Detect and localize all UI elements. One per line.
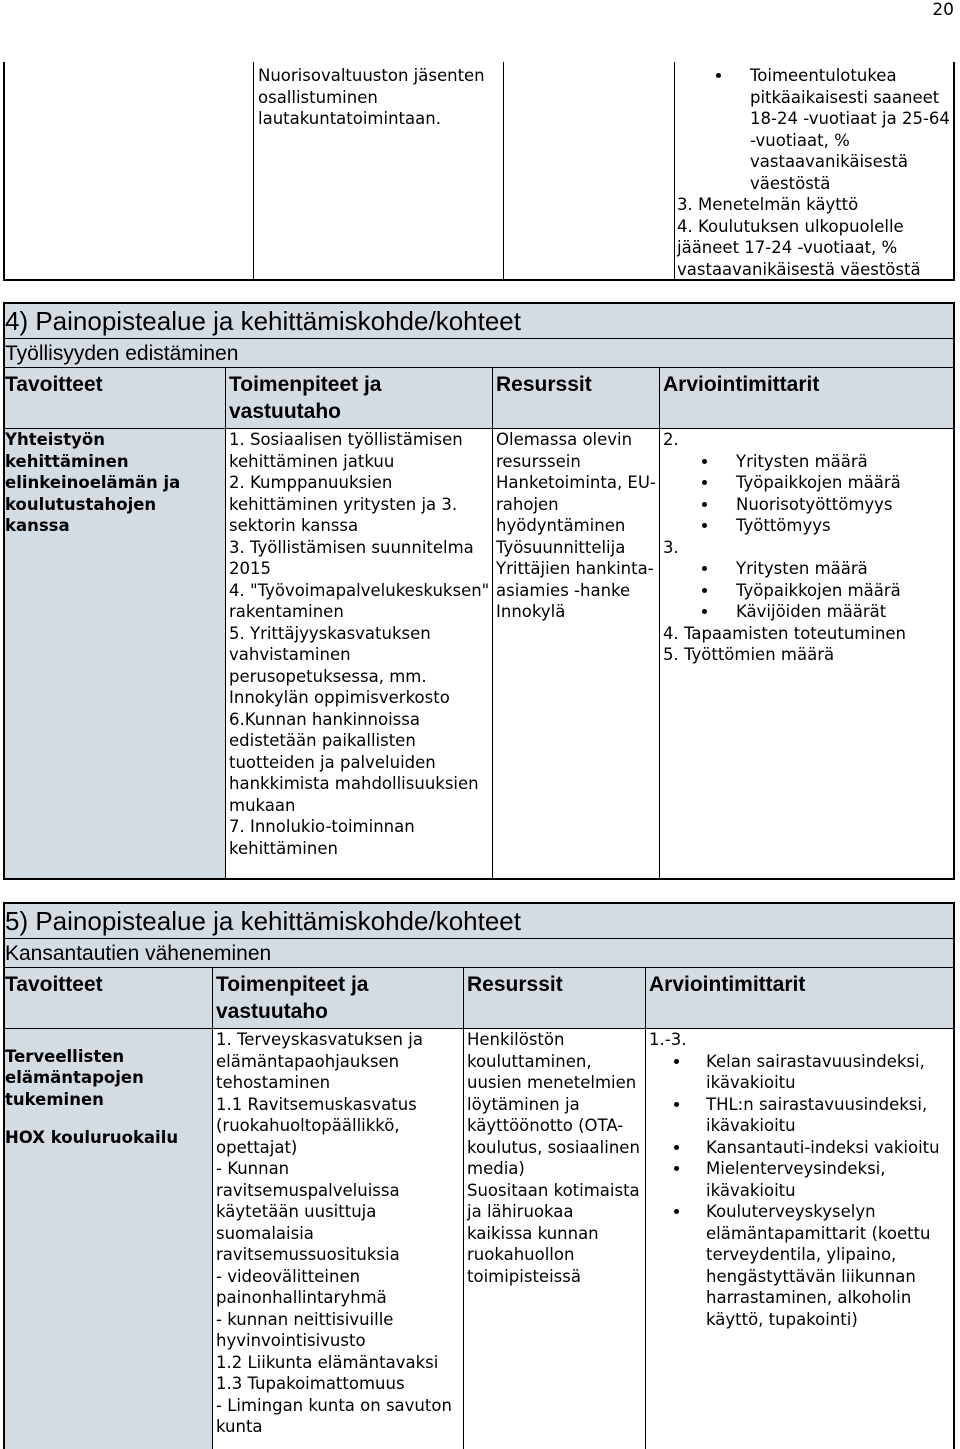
list-item: Suositaan kotimaista ja lähiruokaa kaikissa kunnan ruokahuollon toimipisteissä <box>467 1180 640 1286</box>
column-header-actions: Toimenpiteet ja vastuutaho <box>229 373 382 423</box>
list-item: 2. <box>663 430 679 449</box>
list-item: Mielenterveysindeksi, ikävakioitu <box>649 1158 949 1201</box>
list-item: Yrittäjien hankinta-asiamies -hanke <box>496 559 654 600</box>
actions-cell <box>216 1029 462 1438</box>
list-item: Työsuunnittelija <box>496 537 626 557</box>
list-item: Terveellisten elämäntapojen tukeminen <box>5 1046 144 1109</box>
indicators-cell <box>663 429 953 666</box>
list-item: 1.-3. <box>649 1030 687 1049</box>
column-header-goals: Tavoitteet <box>5 373 103 396</box>
list-item: Yritysten määrä <box>663 558 953 580</box>
list-item: Yritysten määrä <box>663 451 953 473</box>
column-header-resources: Resurssit <box>467 973 563 996</box>
list-item: 1.1 Ravitsemuskasvatus (ruokahuoltopäällikkö, opettajat) <box>216 1094 417 1157</box>
column-header-resources: Resurssit <box>496 373 592 396</box>
column-header-actions: Toimenpiteet ja vastuutaho <box>216 973 369 1023</box>
list-item: THL:n sairastavuusindeksi, ikävakioitu <box>649 1094 949 1137</box>
list-item: 3. Menetelmän käyttö <box>677 195 859 214</box>
column-header-goals: Tavoitteet <box>5 973 103 996</box>
actions-cell <box>229 429 491 859</box>
list-item: Henkilöstön kouluttaminen, uusien menetelmien löytäminen ja käyttöönotto (OTA-koulutus, sosiaalinen media) <box>467 1030 640 1178</box>
list-item: 3. Työllistämisen suunnitelma 2015 <box>229 537 474 578</box>
list-item: Olemassa olevin resurssein <box>496 430 633 471</box>
list-item: 7. Innolukio-toiminnan kehittäminen <box>229 817 415 858</box>
list-item: HOX kouluruokailu <box>5 1127 179 1147</box>
top-right-indicators <box>677 65 957 280</box>
column-header-indicators: Arviointimittarit <box>649 973 806 996</box>
list-item: Toimeentulotukea pitkäaikaisesti saaneet 18-24 -vuotiaat ja 25-64 -vuotiaat, % vastaavanikäisestä väestöstä <box>677 65 957 194</box>
section-subtitle: Työllisyyden edistäminen <box>5 342 239 365</box>
list-item: 1.2 Liikunta elämäntavaksi <box>216 1352 439 1372</box>
goals-cell: Yhteistyön kehittäminen elinkeinoelämän ja koulutustahojen kanssa <box>5 430 181 535</box>
column-header-indicators: Arviointimittarit <box>663 373 820 396</box>
list-item: - kunnan neittisivuille hyvinvointisivusto <box>216 1309 394 1350</box>
list-item: Kävijöiden määrät <box>663 601 953 623</box>
list-item: Innokylä <box>496 602 566 621</box>
page-number: 20 <box>932 0 954 20</box>
list-item: 2. Kumppanuuksien kehittäminen yritysten ja 3. sektorin kanssa <box>229 473 458 535</box>
list-item: 4. Tapaamisten toteutuminen <box>663 623 907 643</box>
list-item: Kansantauti-indeksi vakioitu <box>649 1137 949 1159</box>
list-item: Nuorisotyöttömyys <box>663 494 953 516</box>
list-item: 1. Terveyskasvatuksen ja elämäntapaohjauksen tehostaminen <box>216 1030 423 1092</box>
list-item: 4. "Työvoimapalvelukeskuksen" rakentaminen <box>229 580 490 621</box>
list-item: 5. Yrittäjyyskasvatuksen vahvistaminen perusopetuksessa, mm. Innokylän oppimisverkosto <box>229 623 450 707</box>
list-item: 6.Kunnan hankinnoissa edistetään paikallisten tuotteiden ja palveluiden hankkimista mahdollisuuksien mukaan <box>229 709 479 815</box>
list-item: 5. Työttömien määrä <box>663 645 835 664</box>
list-item: - Kunnan ravitsemuspalveluissa käytetään uusittuja suomalaisia ravitsemussuosituksia <box>216 1159 400 1264</box>
list-item: 1.3 Tupakoimattomuus <box>216 1374 405 1393</box>
goals-cell <box>5 1029 210 1165</box>
indicators-cell <box>649 1029 949 1330</box>
list-item: 1. Sosiaalisen työllistämisen kehittäminen jatkuu <box>229 430 463 471</box>
top-left-text: Nuorisovaltuuston jäsenten osallistuminen lautakuntatoimintaan. <box>258 66 485 128</box>
section-title: 5) Painopistealue ja kehittämiskohde/kohteet <box>5 906 521 936</box>
resources-cell <box>467 1029 643 1287</box>
list-item: Työttömyys <box>663 515 953 537</box>
list-item: Kelan sairastavuusindeksi, ikävakioitu <box>649 1051 949 1094</box>
section-title: 4) Painopistealue ja kehittämiskohde/kohteet <box>5 306 521 336</box>
resources-cell <box>496 429 659 623</box>
list-item: 3. <box>663 537 679 557</box>
section-subtitle: Kansantautien väheneminen <box>5 942 272 965</box>
list-item: Työpaikkojen määrä <box>663 580 953 602</box>
list-item: Kouluterveyskyselyn elämäntapamittarit (koettu terveydentila, ylipaino, hengästyttävän liikunnan harrastaminen, alkoholin käyttö, tupakointi) <box>649 1201 949 1330</box>
list-item: Työpaikkojen määrä <box>663 472 953 494</box>
list-item: 4. Koulutuksen ulkopuolelle jääneet 17-24 -vuotiaat, % vastaavanikäisestä väestöstä <box>677 216 921 279</box>
list-item: - videovälitteinen painonhallintaryhmä <box>216 1266 387 1307</box>
list-item: Hanketoiminta, EU-rahojen hyödyntäminen <box>496 473 656 535</box>
list-item: - Limingan kunta on savuton kunta <box>216 1395 452 1436</box>
